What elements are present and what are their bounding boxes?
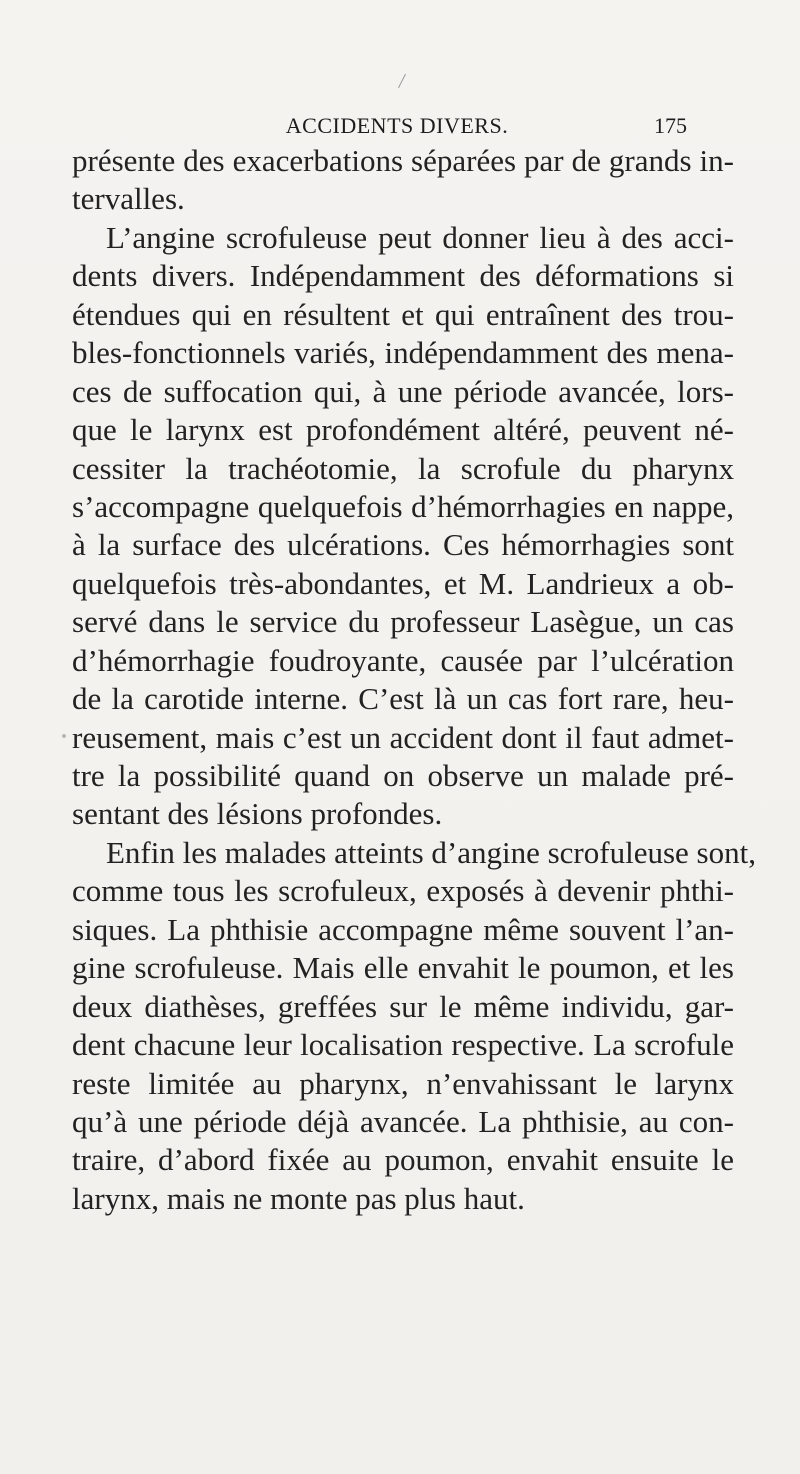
text-line: comme tous les scrofuleux, exposés à devenir phthi- <box>72 873 734 909</box>
text-line: reusement, mais c’est un accident dont il faut admet- <box>72 719 734 755</box>
text-line: deux diathèses, greffées sur le même individu, gar- <box>72 988 734 1024</box>
text-line: dent chacune leur localisation respective. La scrofule <box>72 1027 734 1063</box>
running-head <box>107 108 687 144</box>
running-title: ACCIDENTS DIVERS. <box>285 113 509 138</box>
text-line: sentant des lésions profondes. <box>72 796 443 832</box>
text-line: que le larynx est profondément altéré, peuvent né- <box>72 412 734 448</box>
text-line: L’angine scrofuleuse peut donner lieu à des acci- <box>106 219 734 255</box>
page-number: 175 <box>654 113 687 138</box>
text-line: à la surface des ulcérations. Ces hémorrhagies sont <box>72 527 734 563</box>
text-line: Enfin les malades atteints d’angine scrofuleuse sont, <box>106 834 756 870</box>
text-line: dents divers. Indépendamment des déformations si <box>72 258 734 294</box>
text-line: reste limitée au pharynx, n’envahissant le larynx <box>72 1065 734 1101</box>
text-line: bles-fonctionnels variés, indépendamment des mena- <box>72 335 734 371</box>
text-line: servé dans le service du professeur Lasègue, un cas <box>72 604 734 640</box>
text-line: d’hémorrhagie foudroyante, causée par l’ulcération <box>72 642 734 678</box>
text-line: ces de suffocation qui, à une période avancée, lors- <box>72 373 734 409</box>
text-line: présente des exacerbations séparées par de grands in- <box>72 143 734 178</box>
pencil-slash-mark: / <box>397 67 407 94</box>
text-line: qu’à une période déjà avancée. La phthisie, au con- <box>72 1103 734 1139</box>
text-line: siques. La phthisie accompagne même souvent l’an- <box>72 911 734 947</box>
text-line: gine scrofuleuse. Mais elle envahit le poumon, et les <box>72 950 734 986</box>
text-line: tervalles. <box>72 181 185 217</box>
text-line: larynx, mais ne monte pas plus haut. <box>72 1180 525 1216</box>
text-line: s’accompagne quelquefois d’hémorrhagies en nappe, <box>72 488 734 524</box>
ink-speck <box>62 734 66 738</box>
text-line: de la carotide interne. C’est là un cas fort rare, heu- <box>72 681 734 717</box>
text-line: étendues qui en résultent et qui entraînent des trou- <box>72 296 734 332</box>
text-line: cessiter la trachéotomie, la scrofule du pharynx <box>72 450 734 486</box>
text-line: tre la possibilité quand on observe un malade pré- <box>72 758 734 793</box>
body-text <box>72 142 756 1218</box>
text-line: quelquefois très-abondantes, et M. Landrieux a ob- <box>72 565 734 601</box>
text-line: traire, d’abord fixée au poumon, envahit ensuite le <box>72 1142 734 1178</box>
